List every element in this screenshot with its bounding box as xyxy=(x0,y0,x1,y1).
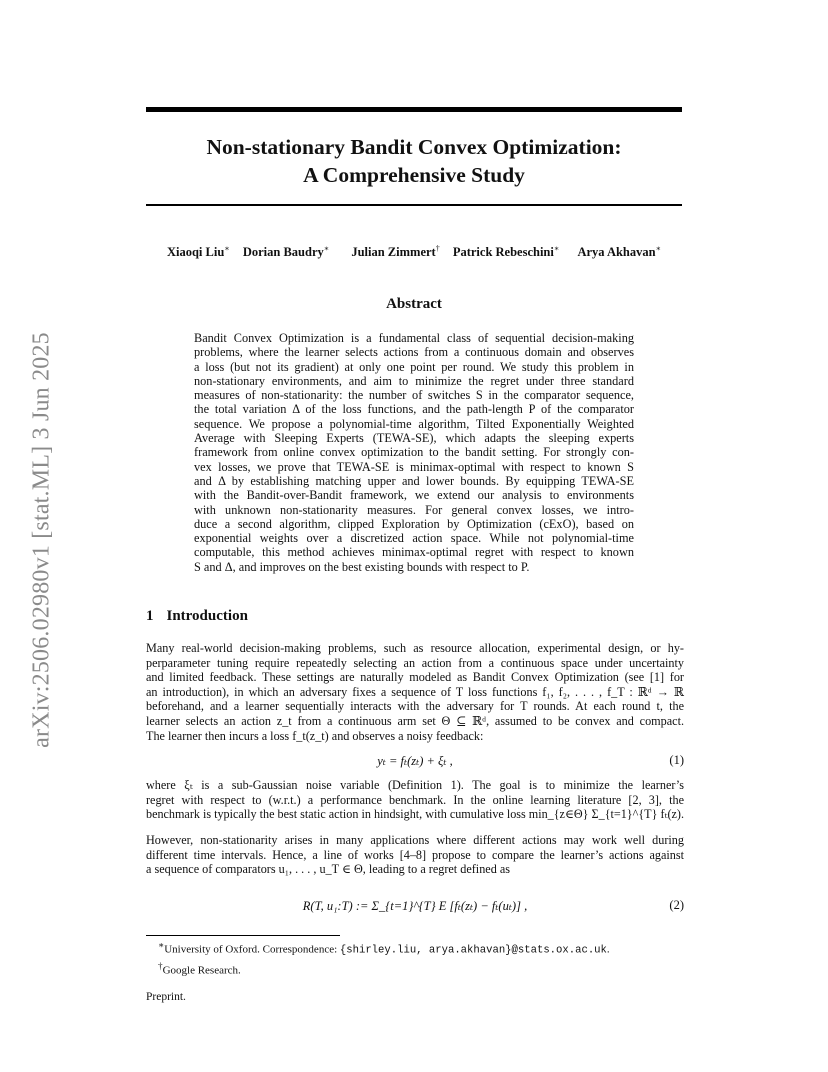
abstract-line: vex losses, we prove that TEWA-SE is minimax-optimal with respect to known S xyxy=(194,459,634,474)
paragraph-line: regret with respect to (w.r.t.) a performance benchmark. In the online learning literature [2, 3], the xyxy=(146,792,684,807)
author-list xyxy=(146,244,682,260)
intro-line: The learner then incurs a loss f_t(z_t) and observes a noisy feedback: xyxy=(146,728,484,743)
intro-line: an introduction), in which an adversary fixes a sequence of T loss functions f₁, f₂, . . . , f_T : ℝᵈ → ℝ xyxy=(146,684,684,699)
abstract-heading: Abstract xyxy=(386,296,442,312)
author: Arya Akhavan∗ xyxy=(577,244,662,260)
paragraph-line: different time intervals. Hence, a line of works [4–8] propose to compare the learner’s actions against xyxy=(146,847,684,862)
equation-2-number: (2) xyxy=(669,898,684,912)
abstract-line: sequence. We propose a polynomial-time algorithm, Tilted Exponentially Weighted xyxy=(194,416,634,431)
abstract-line: Average with Sleeping Experts (TEWA-SE), which adapts the sleeping experts xyxy=(194,431,634,446)
equation-1-expression: yₜ = fₜ(zₜ) + ξₜ , xyxy=(377,754,453,768)
abstract-line: duce a second algorithm, clipped Exploration by Optimization (cExO), based on xyxy=(194,516,634,531)
author: Dorian Baudry∗ xyxy=(242,244,330,260)
intro-line: learner selects an action z_t from a continuous arm set Θ ⊆ ℝᵈ, assumed to be convex and compact. xyxy=(146,713,684,728)
abstract-line: S and Δ, and improves on the best existing bounds with respect to P. xyxy=(194,559,530,574)
title-top-rule xyxy=(146,107,682,112)
equation-2 xyxy=(146,898,684,916)
footnote-rule xyxy=(146,935,340,936)
equation-2-expression: R(T, u₁:T) := Σ_{t=1}^{T} E [fₜ(zₜ) − fₜ(uₜ)] , xyxy=(302,899,528,913)
author: Julian Zimmert† xyxy=(351,244,440,260)
equation-1 xyxy=(146,753,684,771)
equation-1-number: (1) xyxy=(669,753,684,767)
paragraph-line: where ξₜ is a sub-Gaussian noise variable (Definition 1). The goal is to minimize the learner’s xyxy=(146,778,684,792)
intro-line: perparameter tuning require repeatedly selecting an action from a continuous space under uncertainty xyxy=(146,655,684,670)
section-number: 1 xyxy=(146,608,154,624)
intro-line: and limited feedback. These settings are naturally modeled as Bandit Convex Optimization (see [1] for xyxy=(146,670,684,685)
paragraph-line: benchmark is typically the best static action in hindsight, with cumulative loss min_{z∈Θ} Σ_{t=1}^{T} fₜ(z). xyxy=(146,807,684,822)
abstract-line: Bandit Convex Optimization is a fundamental class of sequential decision-making xyxy=(194,331,634,345)
paragraph-2 xyxy=(146,778,684,822)
abstract-line: and Δ by establishing matching upper and lower bounds. By equipping TEWA-SE xyxy=(194,473,634,488)
abstract-line: non-stationary environments, and aim to minimize the regret under three standard xyxy=(194,373,634,388)
abstract-line: framework from online convex optimization to the bandit setting. For strongly con- xyxy=(194,445,634,460)
author: Xiaoqi Liu∗ xyxy=(166,244,230,260)
abstract-line: with unknown non-stationarity measures. For general convex losses, we intro- xyxy=(194,502,634,517)
title-line-1: Non-stationary Bandit Convex Optimization: xyxy=(206,135,622,159)
abstract-line: the total variation Δ of the loss functions, and the path-length P of the comparator xyxy=(194,402,634,417)
abstract-line: measures of non-stationarity: the number of switches S in the comparator sequence, xyxy=(194,388,634,403)
paper-title xyxy=(146,133,682,189)
abstract-line: exponential weights over a discretized action space. While not polynomial-time xyxy=(194,531,634,546)
intro-line: beforehand, and a learner sequentially interacts with the adversary for T rounds. At each round t, the xyxy=(146,699,684,714)
paragraph-3 xyxy=(146,833,684,877)
correspondence-email: {shirley.liu, arya.akhavan}@stats.ox.ac.uk xyxy=(339,944,607,957)
abstract-line: problems, where the learner selects actions from a continuous domain and observes xyxy=(194,345,634,360)
arxiv-stamp: arXiv:2506.02980v1 [stat.ML] 3 Jun 2025 xyxy=(28,332,55,748)
abstract-line: computable, this method achieves minimax-optimal regret with respect to known xyxy=(194,545,634,560)
author: Patrick Rebeschini∗ xyxy=(452,244,560,260)
abstract-body xyxy=(194,331,634,574)
footnote-2: †Google Research. xyxy=(158,960,241,977)
section-heading xyxy=(146,608,248,625)
section-title: Introduction xyxy=(166,608,248,624)
abstract-line: a loss (but not its gradient) at only one point per round. We study this problem in xyxy=(194,359,634,374)
intro-line: Many real-world decision-making problems, such as resource allocation, experimental design, or hy- xyxy=(146,641,684,655)
title-line-2: A Comprehensive Study xyxy=(303,163,525,187)
footnotes xyxy=(158,938,610,978)
preprint-label: Preprint. xyxy=(146,991,186,1003)
intro-paragraph xyxy=(146,641,684,743)
paragraph-line: a sequence of comparators u₁, . . . , u_T ∈ Θ, leading to a regret defined as xyxy=(146,862,510,877)
paragraph-line: However, non-stationarity arises in many applications where different actions may work well during xyxy=(146,833,684,847)
abstract-line: with the Bandit-over-Bandit framework, we extend our analysis to environments xyxy=(194,488,634,503)
title-bottom-rule xyxy=(146,204,682,206)
footnote-1: ∗University of Oxford. Correspondence: {shirley.liu, arya.akhavan}@stats.ox.ac.uk. xyxy=(158,940,610,957)
